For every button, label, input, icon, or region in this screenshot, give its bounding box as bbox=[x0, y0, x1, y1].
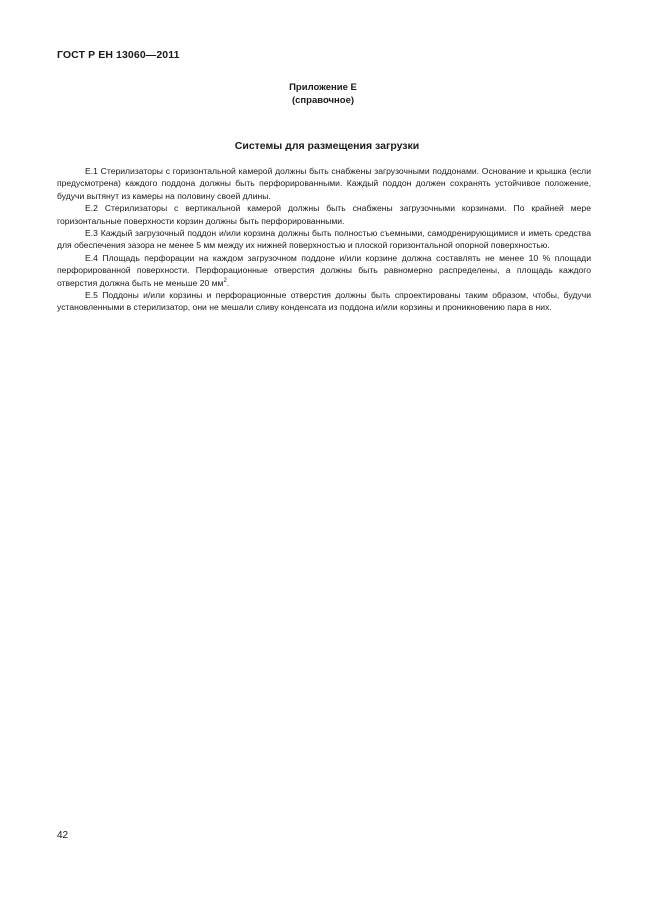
paragraph-e5: Е.5 Поддоны и/или корзины и перфорационные отверстия должны быть спроектированы таким образом, чтобы, будучи установленными в стерилизатор, они не мешали сливу конденсата из поддона и/или корзины и проникновению пара в них. bbox=[57, 290, 591, 313]
document-code: ГОСТ Р ЕН 13060—2011 bbox=[57, 49, 180, 61]
paragraph-e4-text: Е.4 Площадь перфорации на каждом загрузочном поддоне и/или корзине должна составлять не менее 10 % площади перфорированной поверхности. Перфорационные отверстия должны быть равномерно распределены, а площадь каждого отверстия должна быть не меньше 20 мм bbox=[57, 252, 591, 288]
body-text bbox=[57, 165, 591, 314]
appendix-note: (справочное) bbox=[291, 94, 355, 106]
paragraph-e4 bbox=[57, 252, 591, 289]
paragraph-e4-superscript: 2 bbox=[223, 277, 227, 284]
paragraph-e4-tail: . bbox=[226, 277, 230, 288]
section-title: Системы для размещения загрузки bbox=[234, 140, 420, 152]
appendix-heading bbox=[0, 82, 646, 107]
paragraph-e3: Е.3 Каждый загрузочный поддон и/или корзина должны быть полностью съемными, самодренирующимися и иметь средства для обеспечения зазора не менее 5 мм между их нижней поверхностью и плоской горизонтальной опорной поверхностью. bbox=[57, 228, 591, 251]
page-number: 42 bbox=[57, 830, 69, 841]
appendix-title: Приложение Е bbox=[289, 82, 357, 93]
paragraph-e1: Е.1 Стерилизаторы с горизонтальной камерой должны быть снабжены загрузочными поддонами. Основание и крышка (если предусмотрена) каждого поддона должны быть перфорированными. Каждый поддон должен сохранять устойчивое положение, будучи вытянут из камеры на половину своей длины. bbox=[57, 166, 591, 201]
paragraph-e2: Е.2 Стерилизаторы с вертикальной камерой должны быть снабжены загрузочными корзинами. По крайней мере горизонтальные поверхности корзин должны быть перфорированными. bbox=[57, 203, 591, 226]
section-title-block bbox=[0, 140, 646, 152]
